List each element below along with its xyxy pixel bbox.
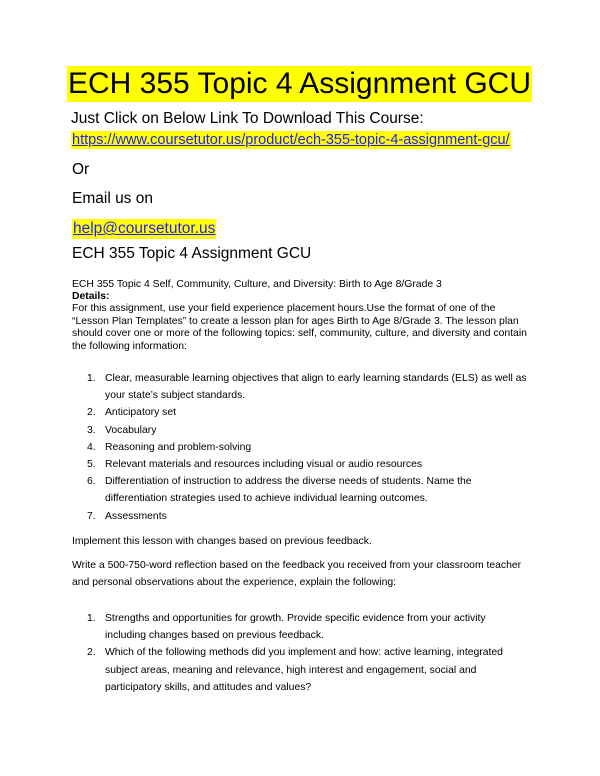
reflection-questions-list — [87, 610, 527, 696]
list-item-number: 7. — [87, 510, 96, 522]
list-item — [87, 508, 527, 525]
list-item-number: 2. — [87, 407, 96, 419]
list-item-number: 2. — [87, 647, 96, 659]
lesson-plan-requirements-list — [87, 370, 527, 525]
email-link[interactable]: help@coursetutor.us — [73, 220, 216, 237]
list-item-number: 1. — [87, 373, 96, 384]
list-item-text: Vocabulary — [105, 424, 157, 436]
list-item — [87, 439, 527, 456]
download-instruction: Just Click on Below Link To Download This Course: — [71, 110, 424, 127]
assignment-heading: ECH 355 Topic 4 Assignment GCU — [72, 245, 312, 262]
list-item-text: Strengths and opportunities for growth. Provide specific evidence from your activity including changes based on previous feedback. — [105, 613, 486, 642]
assignment-topic-line: ECH 355 Topic 4 Self, Community, Culture, and Diversity: Birth to Age 8/Grade 3 — [72, 279, 442, 290]
list-item-text: Differentiation of instruction to address the diverse needs of students. Name the differentiation strategies used to achieve individual learning outcomes. — [105, 476, 472, 505]
list-item — [87, 370, 527, 404]
list-item — [87, 456, 527, 473]
list-item-number: 1. — [87, 613, 96, 624]
page-title: ECH 355 Topic 4 Assignment GCU — [68, 67, 531, 100]
list-item-text: Clear, measurable learning objectives that align to early learning standards (ELS) as well as your state’s subject standards. — [105, 373, 527, 402]
list-item-text: Assessments — [105, 510, 167, 522]
reflection-instruction: Write a 500-750-word reflection based on the feedback you received from your classroom teacher and personal observations about the experience, explain the following: — [72, 560, 522, 589]
details-paragraph: For this assignment, use your field experience placement hours.Use the format of one of the “Lesson Plan Templates” to create a lesson plan for ages Birth to Age 8/Grade 3. The lesson plan should cover one or more of the following topics: self, community, culture, and diversity and contain the following information: — [72, 303, 527, 352]
implement-instruction: Implement this lesson with changes based on previous feedback. — [72, 536, 372, 547]
list-item — [87, 404, 527, 421]
list-item-number: 3. — [87, 424, 96, 436]
email-label: Email us on — [72, 190, 153, 207]
list-item-text: Reasoning and problem-solving — [105, 441, 252, 453]
list-item-text: Relevant materials and resources including visual or audio resources — [105, 459, 423, 471]
list-item-text: Anticipatory set — [105, 407, 177, 419]
details-label: Details: — [72, 291, 110, 302]
or-separator: Or — [72, 161, 90, 178]
list-item-text: Which of the following methods did you implement and how: active learning, integrated subject areas, meaning and relevance, high interest and engagement, social and participatory skills, and attitudes and values? — [105, 647, 503, 693]
list-item-number: 6. — [87, 476, 96, 488]
list-item — [87, 644, 527, 696]
list-item — [87, 473, 527, 507]
list-item-number: 4. — [87, 441, 96, 453]
list-item — [87, 610, 527, 644]
list-item-number: 5. — [87, 459, 96, 471]
list-item — [87, 422, 527, 439]
course-download-link[interactable]: https://www.coursetutor.us/product/ech-355-topic-4-assignment-gcu/ — [72, 132, 510, 148]
